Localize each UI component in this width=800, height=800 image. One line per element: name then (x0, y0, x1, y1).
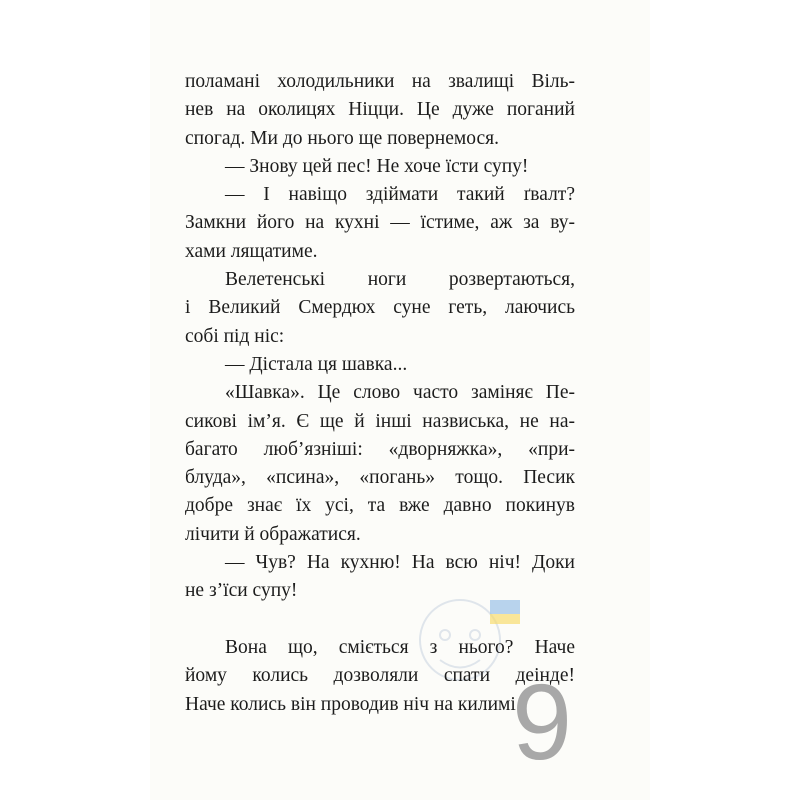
paragraph-gap (185, 606, 575, 634)
text-line: — Чув? На кухню! На всю ніч! Доки (225, 552, 575, 574)
text-line: Велетенські ноги розвертаються, (225, 269, 575, 291)
paragraph (185, 68, 575, 153)
text-line: нев на околицях Ніцци. Це дуже поганий (185, 99, 575, 121)
text-line: — Знову цей пес! Не хоче їсти супу! (225, 155, 529, 177)
text-line: — Дістала ця шавка... (225, 353, 408, 375)
text-line: Замкни його на кухні — їстиме, аж за ву- (185, 212, 575, 234)
paragraph (185, 549, 575, 606)
text-line: Наче колись він проводив ніч на килимі (185, 693, 516, 715)
text-line: — І навіщо здіймати такий ґвалт? (225, 184, 575, 206)
text-line: блуда», «псина», «погань» тощо. Песик (185, 467, 575, 489)
text-line: Вона що, сміється з нього? Наче (225, 636, 575, 658)
paragraph (185, 379, 575, 549)
text-line: поламані холодильники на звалищі Віль- (185, 71, 575, 92)
book-page (150, 0, 650, 800)
text-line: багато люб’язніші: «дворняжка», «при- (185, 438, 575, 460)
paragraph (185, 181, 575, 266)
text-line: не з’їси супу! (185, 580, 298, 602)
text-line: сикові ім’я. Є ще й інші назвиська, не на- (185, 410, 575, 432)
text-line: «Шавка». Це слово часто заміняє Пе- (225, 382, 575, 404)
text-line: добре знає їх усі, та вже давно покинув (185, 495, 575, 517)
page-number: 9 (512, 661, 573, 782)
paragraph (185, 153, 575, 181)
text-line: собі під ніс: (185, 325, 285, 347)
text-line: спогад. Ми до нього ще повернемося. (185, 127, 499, 149)
text-line: і Великий Смердюх суне геть, лаючись (185, 297, 575, 319)
paragraph (185, 351, 575, 379)
paragraph (185, 266, 575, 351)
text-line: хами лящатиме. (185, 240, 318, 262)
body-text (185, 68, 575, 719)
text-line: лічити й ображатися. (185, 523, 361, 545)
text-line: йому колись дозволяли спати деінде! (185, 665, 575, 687)
